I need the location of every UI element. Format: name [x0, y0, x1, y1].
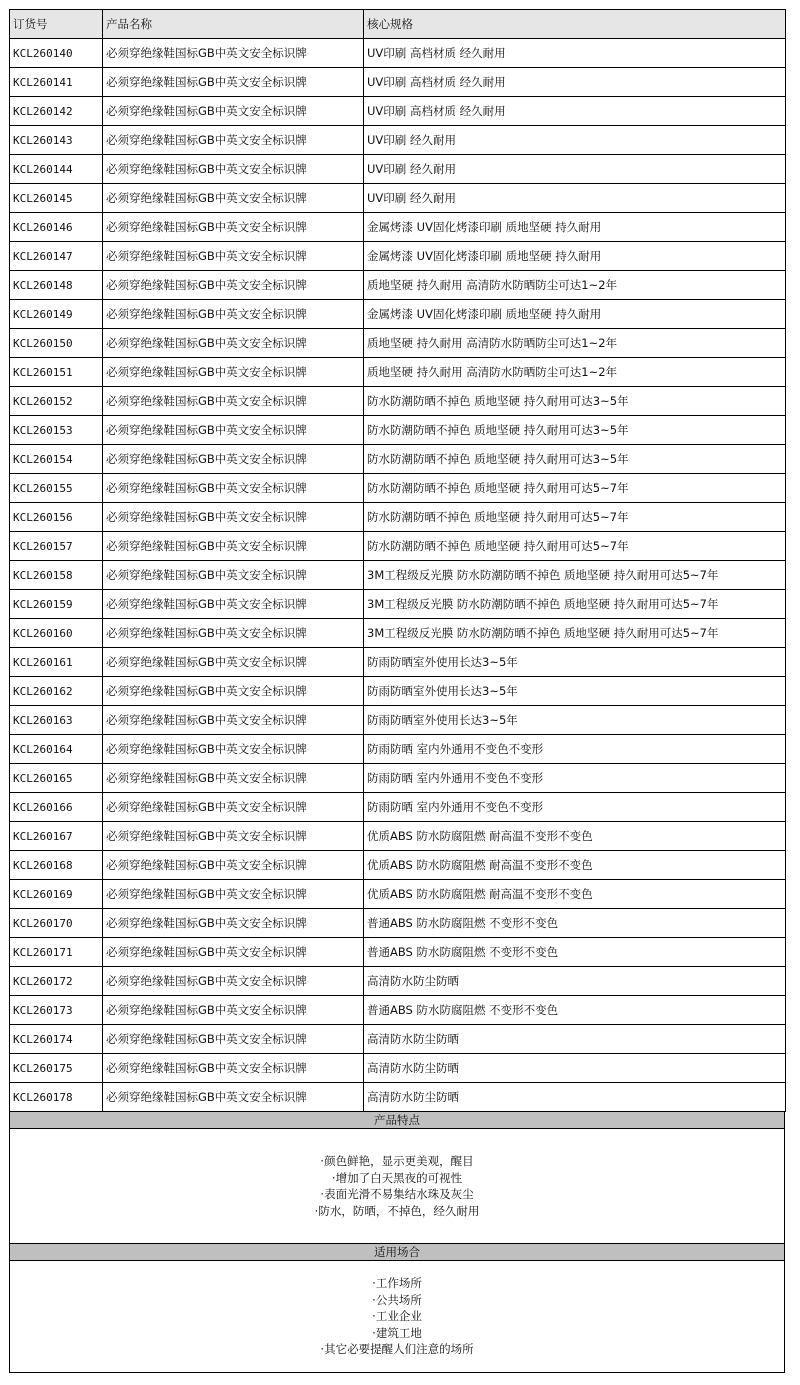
product-name-cell: 必须穿绝缘鞋国标GB中英文安全标识牌 [103, 300, 364, 329]
product-name-cell: 必须穿绝缘鞋国标GB中英文安全标识牌 [103, 358, 364, 387]
product-name-cell: 必须穿绝缘鞋国标GB中英文安全标识牌 [103, 242, 364, 271]
core-spec-cell: 防水防潮防晒不掉色 质地坚硬 持久耐用可达3~5年 [364, 387, 786, 416]
table-row [10, 68, 786, 97]
table-row [10, 300, 786, 329]
table-row [10, 793, 786, 822]
core-spec-cell: 防雨防晒 室内外通用不变色不变形 [364, 793, 786, 822]
product-name-cell: 必须穿绝缘鞋国标GB中英文安全标识牌 [103, 590, 364, 619]
order-no-cell: KCL260178 [10, 1083, 103, 1112]
table-row [10, 155, 786, 184]
product-name-cell: 必须穿绝缘鞋国标GB中英文安全标识牌 [103, 648, 364, 677]
order-no-cell: KCL260159 [10, 590, 103, 619]
order-no-cell: KCL260168 [10, 851, 103, 880]
core-spec-cell: 优质ABS 防水防腐阻燃 耐高温不变形不变色 [364, 851, 786, 880]
table-row [10, 706, 786, 735]
order-no-cell: KCL260146 [10, 213, 103, 242]
order-no-cell: KCL260140 [10, 39, 103, 68]
product-name-cell: 必须穿绝缘鞋国标GB中英文安全标识牌 [103, 996, 364, 1025]
table-row [10, 851, 786, 880]
core-spec-cell: 防雨防晒室外使用长达3~5年 [364, 677, 786, 706]
product-name-cell: 必须穿绝缘鞋国标GB中英文安全标识牌 [103, 793, 364, 822]
order-no-cell: KCL260175 [10, 1054, 103, 1083]
table-row [10, 648, 786, 677]
order-no-cell: KCL260162 [10, 677, 103, 706]
product-table [9, 9, 786, 1112]
spec-sheet [9, 9, 785, 1373]
order-no-cell: KCL260157 [10, 532, 103, 561]
order-no-cell: KCL260163 [10, 706, 103, 735]
product-name-cell: 必须穿绝缘鞋国标GB中英文安全标识牌 [103, 503, 364, 532]
table-row [10, 561, 786, 590]
table-row [10, 967, 786, 996]
order-no-cell: KCL260149 [10, 300, 103, 329]
table-row [10, 880, 786, 909]
header-core-spec: 核心规格 [364, 10, 786, 39]
table-row [10, 735, 786, 764]
order-no-cell: KCL260144 [10, 155, 103, 184]
product-name-cell: 必须穿绝缘鞋国标GB中英文安全标识牌 [103, 938, 364, 967]
product-name-cell: 必须穿绝缘鞋国标GB中英文安全标识牌 [103, 39, 364, 68]
table-row [10, 271, 786, 300]
table-body [10, 39, 786, 1112]
table-row [10, 909, 786, 938]
order-no-cell: KCL260166 [10, 793, 103, 822]
feature-item: ·防水，防晒，不掉色，经久耐用 [314, 1203, 480, 1218]
table-row [10, 503, 786, 532]
product-name-cell: 必须穿绝缘鞋国标GB中英文安全标识牌 [103, 416, 364, 445]
order-no-cell: KCL260170 [10, 909, 103, 938]
feature-item: ·颜色鲜艳，显示更美观，醒目 [320, 1154, 474, 1168]
product-name-cell: 必须穿绝缘鞋国标GB中英文安全标识牌 [103, 155, 364, 184]
header-product-name: 产品名称 [103, 10, 364, 39]
table-row [10, 764, 786, 793]
table-row [10, 184, 786, 213]
core-spec-cell: 普通ABS 防水防腐阻燃 不变形不变色 [364, 996, 786, 1025]
product-name-cell: 必须穿绝缘鞋国标GB中英文安全标识牌 [103, 735, 364, 764]
product-name-cell: 必须穿绝缘鞋国标GB中英文安全标识牌 [103, 967, 364, 996]
order-no-cell: KCL260167 [10, 822, 103, 851]
core-spec-cell: UV印刷 经久耐用 [364, 126, 786, 155]
core-spec-cell: 质地坚硬 持久耐用 高清防水防晒防尘可达1~2年 [364, 358, 786, 387]
product-name-cell: 必须穿绝缘鞋国标GB中英文安全标识牌 [103, 97, 364, 126]
order-no-cell: KCL260142 [10, 97, 103, 126]
scenes-title: 适用场合 [9, 1244, 785, 1261]
order-no-cell: KCL260156 [10, 503, 103, 532]
header-order-no: 订货号 [10, 10, 103, 39]
core-spec-cell: 防水防潮防晒不掉色 质地坚硬 持久耐用可达3~5年 [364, 445, 786, 474]
table-row [10, 213, 786, 242]
order-no-cell: KCL260148 [10, 271, 103, 300]
order-no-cell: KCL260143 [10, 126, 103, 155]
feature-item: ·表面光滑不易集结水珠及灰尘 [320, 1187, 474, 1201]
table-header-row [10, 10, 786, 39]
order-no-cell: KCL260158 [10, 561, 103, 590]
product-name-cell: 必须穿绝缘鞋国标GB中英文安全标识牌 [103, 271, 364, 300]
table-row [10, 1054, 786, 1083]
product-name-cell: 必须穿绝缘鞋国标GB中英文安全标识牌 [103, 1025, 364, 1054]
order-no-cell: KCL260169 [10, 880, 103, 909]
product-name-cell: 必须穿绝缘鞋国标GB中英文安全标识牌 [103, 1054, 364, 1083]
order-no-cell: KCL260172 [10, 967, 103, 996]
product-name-cell: 必须穿绝缘鞋国标GB中英文安全标识牌 [103, 764, 364, 793]
order-no-cell: KCL260155 [10, 474, 103, 503]
table-row [10, 126, 786, 155]
scene-item: ·其它必要提醒人们注意的场所 [320, 1342, 474, 1357]
table-row [10, 445, 786, 474]
scene-item: ·工业企业 [372, 1309, 422, 1324]
product-name-cell: 必须穿绝缘鞋国标GB中英文安全标识牌 [103, 329, 364, 358]
order-no-cell: KCL260174 [10, 1025, 103, 1054]
order-no-cell: KCL260151 [10, 358, 103, 387]
product-name-cell: 必须穿绝缘鞋国标GB中英文安全标识牌 [103, 880, 364, 909]
scenes-list [9, 1261, 785, 1373]
product-name-cell: 必须穿绝缘鞋国标GB中英文安全标识牌 [103, 213, 364, 242]
core-spec-cell: 防雨防晒室外使用长达3~5年 [364, 648, 786, 677]
core-spec-cell: 优质ABS 防水防腐阻燃 耐高温不变形不变色 [364, 822, 786, 851]
core-spec-cell: UV印刷 经久耐用 [364, 184, 786, 213]
product-name-cell: 必须穿绝缘鞋国标GB中英文安全标识牌 [103, 561, 364, 590]
core-spec-cell: UV印刷 高档材质 经久耐用 [364, 39, 786, 68]
table-row [10, 358, 786, 387]
core-spec-cell: 质地坚硬 持久耐用 高清防水防晒防尘可达1~2年 [364, 271, 786, 300]
table-row [10, 97, 786, 126]
table-row [10, 242, 786, 271]
order-no-cell: KCL260173 [10, 996, 103, 1025]
product-name-cell: 必须穿绝缘鞋国标GB中英文安全标识牌 [103, 184, 364, 213]
core-spec-cell: UV印刷 高档材质 经久耐用 [364, 68, 786, 97]
scene-item: ·工作场所 [372, 1276, 422, 1291]
order-no-cell: KCL260164 [10, 735, 103, 764]
table-row [10, 532, 786, 561]
product-name-cell: 必须穿绝缘鞋国标GB中英文安全标识牌 [103, 619, 364, 648]
table-row [10, 39, 786, 68]
product-name-cell: 必须穿绝缘鞋国标GB中英文安全标识牌 [103, 677, 364, 706]
core-spec-cell: 普通ABS 防水防腐阻燃 不变形不变色 [364, 938, 786, 967]
core-spec-cell: 防水防潮防晒不掉色 质地坚硬 持久耐用可达5~7年 [364, 474, 786, 503]
order-no-cell: KCL260150 [10, 329, 103, 358]
order-no-cell: KCL260141 [10, 68, 103, 97]
order-no-cell: KCL260165 [10, 764, 103, 793]
table-row [10, 416, 786, 445]
core-spec-cell: 防雨防晒 室内外通用不变色不变形 [364, 764, 786, 793]
core-spec-cell: 质地坚硬 持久耐用 高清防水防晒防尘可达1~2年 [364, 329, 786, 358]
product-name-cell: 必须穿绝缘鞋国标GB中英文安全标识牌 [103, 387, 364, 416]
table-row [10, 677, 786, 706]
core-spec-cell: 防水防潮防晒不掉色 质地坚硬 持久耐用可达3~5年 [364, 416, 786, 445]
product-name-cell: 必须穿绝缘鞋国标GB中英文安全标识牌 [103, 909, 364, 938]
scene-item: ·建筑工地 [372, 1325, 422, 1340]
core-spec-cell: 金属烤漆 UV固化烤漆印刷 质地坚硬 持久耐用 [364, 213, 786, 242]
core-spec-cell: 高清防水防尘防晒 [364, 967, 786, 996]
core-spec-cell: 防雨防晒室外使用长达3~5年 [364, 706, 786, 735]
table-row [10, 387, 786, 416]
table-row [10, 619, 786, 648]
product-name-cell: 必须穿绝缘鞋国标GB中英文安全标识牌 [103, 706, 364, 735]
product-name-cell: 必须穿绝缘鞋国标GB中英文安全标识牌 [103, 68, 364, 97]
order-no-cell: KCL260160 [10, 619, 103, 648]
order-no-cell: KCL260171 [10, 938, 103, 967]
core-spec-cell: 防水防潮防晒不掉色 质地坚硬 持久耐用可达5~7年 [364, 532, 786, 561]
core-spec-cell: UV印刷 高档材质 经久耐用 [364, 97, 786, 126]
core-spec-cell: 防雨防晒 室内外通用不变色不变形 [364, 735, 786, 764]
core-spec-cell: 高清防水防尘防晒 [364, 1083, 786, 1112]
order-no-cell: KCL260147 [10, 242, 103, 271]
order-no-cell: KCL260152 [10, 387, 103, 416]
table-row [10, 590, 786, 619]
table-row [10, 938, 786, 967]
product-name-cell: 必须穿绝缘鞋国标GB中英文安全标识牌 [103, 822, 364, 851]
order-no-cell: KCL260161 [10, 648, 103, 677]
core-spec-cell: 优质ABS 防水防腐阻燃 耐高温不变形不变色 [364, 880, 786, 909]
core-spec-cell: 3M工程级反光膜 防水防潮防晒不掉色 质地坚硬 持久耐用可达5~7年 [364, 561, 786, 590]
core-spec-cell: 3M工程级反光膜 防水防潮防晒不掉色 质地坚硬 持久耐用可达5~7年 [364, 590, 786, 619]
order-no-cell: KCL260145 [10, 184, 103, 213]
table-row [10, 1025, 786, 1054]
scene-item: ·公共场所 [372, 1292, 422, 1307]
product-name-cell: 必须穿绝缘鞋国标GB中英文安全标识牌 [103, 474, 364, 503]
table-row [10, 474, 786, 503]
core-spec-cell: 3M工程级反光膜 防水防潮防晒不掉色 质地坚硬 持久耐用可达5~7年 [364, 619, 786, 648]
core-spec-cell: UV印刷 经久耐用 [364, 155, 786, 184]
core-spec-cell: 高清防水防尘防晒 [364, 1025, 786, 1054]
table-row [10, 1083, 786, 1112]
core-spec-cell: 高清防水防尘防晒 [364, 1054, 786, 1083]
core-spec-cell: 金属烤漆 UV固化烤漆印刷 质地坚硬 持久耐用 [364, 242, 786, 271]
table-row [10, 822, 786, 851]
core-spec-cell: 金属烤漆 UV固化烤漆印刷 质地坚硬 持久耐用 [364, 300, 786, 329]
core-spec-cell: 普通ABS 防水防腐阻燃 不变形不变色 [364, 909, 786, 938]
table-row [10, 329, 786, 358]
features-list [9, 1129, 785, 1244]
order-no-cell: KCL260153 [10, 416, 103, 445]
features-title: 产品特点 [9, 1112, 785, 1129]
core-spec-cell: 防水防潮防晒不掉色 质地坚硬 持久耐用可达5~7年 [364, 503, 786, 532]
table-row [10, 996, 786, 1025]
product-name-cell: 必须穿绝缘鞋国标GB中英文安全标识牌 [103, 851, 364, 880]
feature-item: ·增加了白天黑夜的可视性 [331, 1170, 463, 1185]
order-no-cell: KCL260154 [10, 445, 103, 474]
product-name-cell: 必须穿绝缘鞋国标GB中英文安全标识牌 [103, 445, 364, 474]
product-name-cell: 必须穿绝缘鞋国标GB中英文安全标识牌 [103, 126, 364, 155]
product-name-cell: 必须穿绝缘鞋国标GB中英文安全标识牌 [103, 532, 364, 561]
product-name-cell: 必须穿绝缘鞋国标GB中英文安全标识牌 [103, 1083, 364, 1112]
